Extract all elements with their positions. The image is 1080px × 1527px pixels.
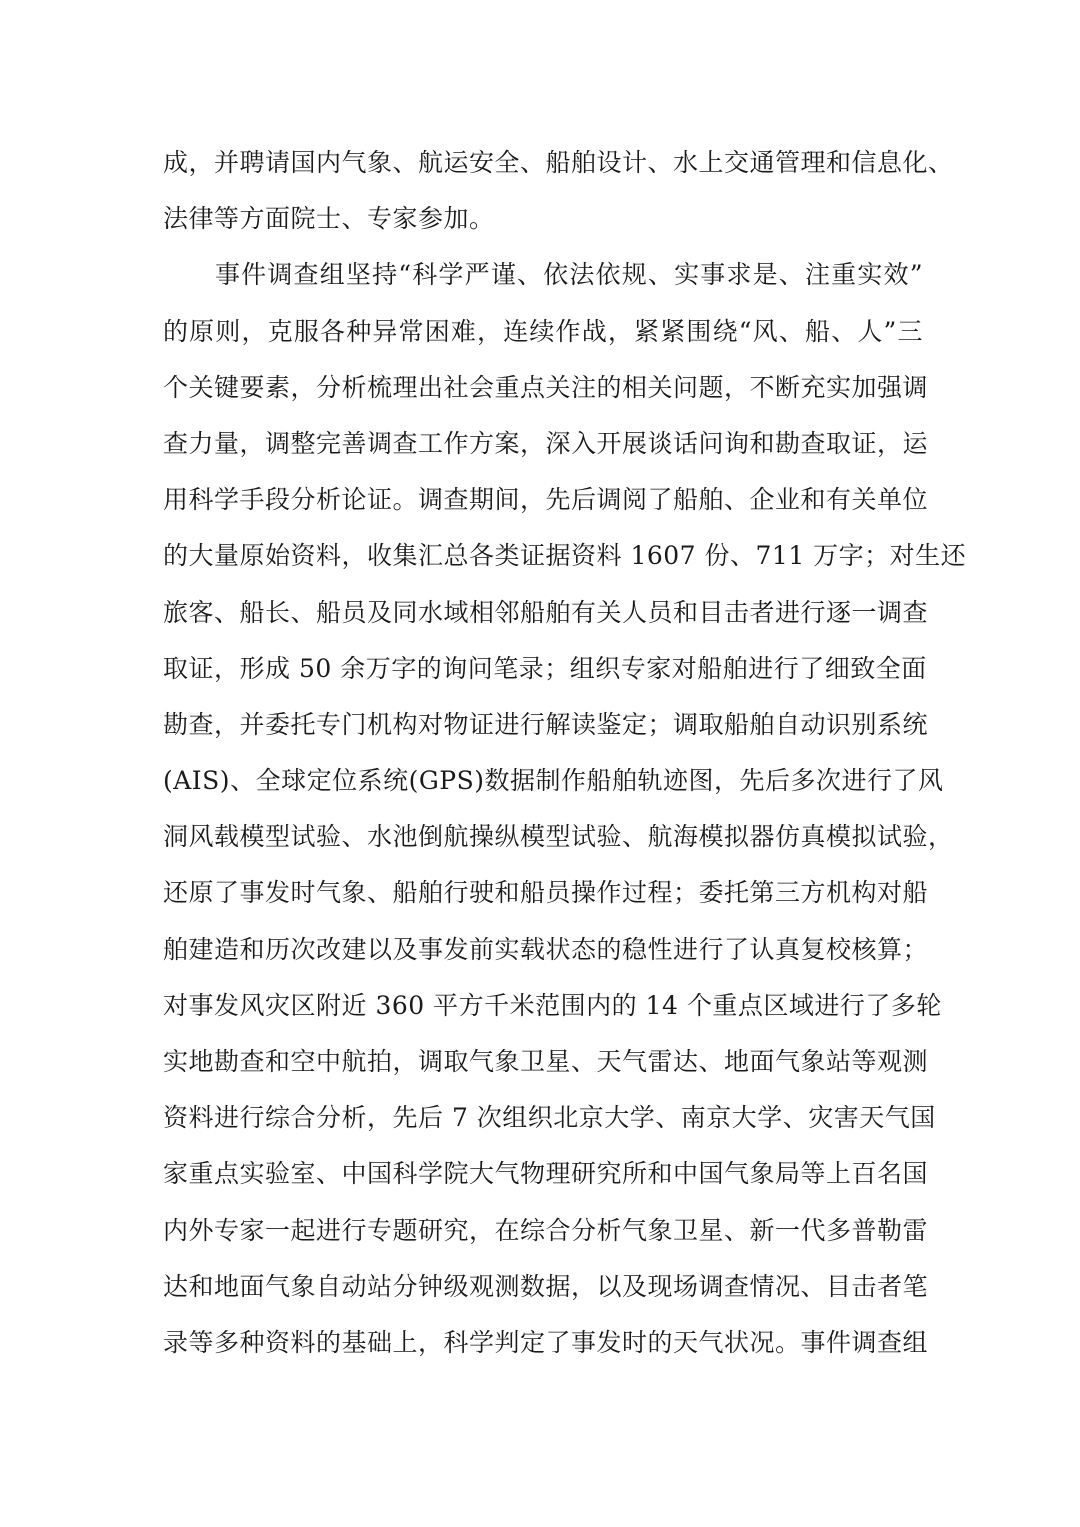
text-line: 洞风载模型试验、水池倒航操纵模型试验、航海模拟器仿真模拟试验，	[163, 822, 954, 852]
text-line: (AIS)、全球定位系统(GPS)数据制作船舶轨迹图，先后多次进行了风	[163, 766, 944, 796]
text-line: 实地勘查和空中航拍，调取气象卫星、天气雷达、地面气象站等观测	[163, 1047, 929, 1076]
text-line: 旅客、船长、船员及同水域相邻船舶有关人员和目击者进行逐一调查	[163, 597, 929, 627]
text-line: 内外专家一起进行专题研究，在综合分析气象卫星、新一代多普勒雷	[163, 1215, 929, 1245]
text-line: 勘查，并委托专门机构对物证进行解读鉴定；调取船舶自动识别系统	[163, 709, 929, 739]
text-line: 成，并聘请国内气象、航运安全、船舶设计、水上交通管理和信息化、	[163, 148, 954, 177]
text-line: 资料进行综合分析，先后 7 次组织北京大学、南京大学、灾害天气国	[163, 1103, 936, 1133]
text-line: 的大量原始资料，收集汇总各类证据资料 1607 份、711 万字；对生还	[163, 541, 967, 571]
text-line: 还原了事发时气象、船舶行驶和船员操作过程；委托第三方机构对船	[163, 878, 929, 908]
text-line: 个关键要素，分析梳理出社会重点关注的相关问题，不断充实加强调	[163, 372, 929, 402]
text-line: 法律等方面院士、专家参加。	[163, 204, 495, 234]
text-line: 对事发风灾区附近 360 平方千米范围内的 14 个重点区域进行了多轮	[163, 990, 942, 1020]
text-line: 录等多种资料的基础上，科学判定了事发时的天气状况。事件调查组	[163, 1327, 929, 1357]
text-line: 舶建造和历次改建以及事发前实载状态的稳性进行了认真复校核算；	[163, 934, 929, 964]
text-line: 达和地面气象自动站分钟级观测数据，以及现场调查情况、目击者笔	[163, 1271, 929, 1301]
text-line: 的原则，克服各种异常困难，连续作战，紧紧围绕“风、船、人”三	[163, 316, 923, 346]
text-line: 查力量，调整完善调查工作方案，深入开展谈话问询和勘查取证，运	[163, 428, 929, 458]
text-line: 用科学手段分析论证。调查期间，先后调阅了船舶、企业和有关单位	[163, 485, 929, 515]
text-line: 家重点实验室、中国科学院大气物理研究所和中国气象局等上百名国	[163, 1159, 929, 1189]
paragraph-first-line: 事件调查组坚持“科学严谨、依法依规、实事求是、注重实效”	[215, 260, 923, 290]
text-line: 取证，形成 50 余万字的询问笔录；组织专家对船舶进行了细致全面	[163, 653, 927, 683]
body-text	[163, 135, 967, 1371]
